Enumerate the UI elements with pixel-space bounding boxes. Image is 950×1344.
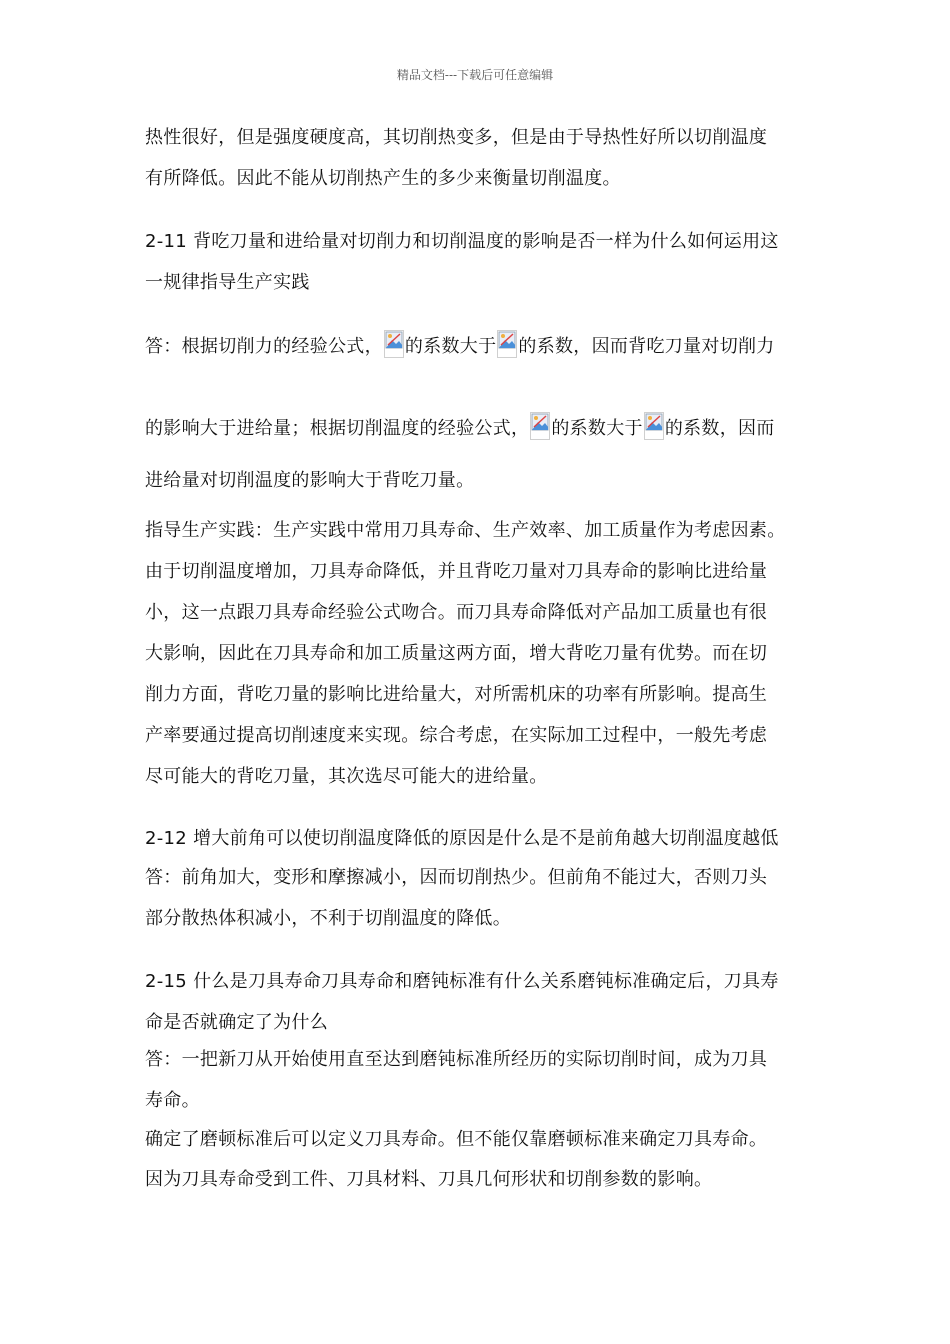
text-line: 命是否就确定了为什么 [145,1012,328,1033]
text-line: 部分散热体积减小，不利于切削温度的降低。 [145,908,511,929]
text-segment: 的影响大于进给量；根据切削温度的经验公式， [145,418,530,439]
question-2-12-line: 2-12 增大前角可以使切削温度降低的原因是什么是不是前角越大切削温度越低 [145,828,779,849]
text-segment: 的系数，因而 [664,418,775,439]
text-segment: 答：根据切削力的经验公式， [145,336,383,357]
text-line: 有所降低。因此不能从切削热产生的多少来衡量切削温度。 [145,168,621,189]
answer-line-formula [145,412,775,442]
text-segment: 的系数大于 [551,418,643,439]
text-line: 热性很好，但是强度硬度高，其切削热变多，但是由于导热性好所以切削温度 [145,127,768,148]
text-line: 尽可能大的背吃刀量，其次选尽可能大的进给量。 [145,766,548,787]
page-header: 精品文档---下载后可任意编辑 [396,68,554,82]
formula-image-icon [530,412,550,440]
formula-image-icon [384,330,404,358]
question-2-15-line: 2-15 什么是刀具寿命刀具寿命和磨钝标准有什么关系磨钝标准确定后，刀具寿 [145,971,779,992]
text-line: 确定了磨顿标准后可以定义刀具寿命。但不能仅靠磨顿标准来确定刀具寿命。 [145,1129,768,1150]
text-line: 指导生产实践：生产实践中常用刀具寿命、生产效率、加工质量作为考虑因素。 [145,520,786,541]
text-line: 大影响，因此在刀具寿命和加工质量这两方面，增大背吃刀量有优势。而在切 [145,643,768,664]
text-line: 寿命。 [145,1090,200,1111]
text-line: 答：前角加大，变形和摩擦减小，因而切削热少。但前角不能过大，否则刀头 [145,867,768,888]
text-line: 小，这一点跟刀具寿命经验公式吻合。而刀具寿命降低对产品加工质量也有很 [145,602,768,623]
formula-image-icon [497,330,517,358]
text-segment: 的系数，因而背吃刀量对切削力 [518,336,775,357]
text-line: 答：一把新刀从开始使用直至达到磨钝标准所经历的实际切削时间，成为刀具 [145,1049,768,1070]
formula-image-icon [644,412,664,440]
answer-line-formula [145,330,775,360]
text-line: 一规律指导生产实践 [145,272,310,293]
text-line: 进给量对切削温度的影响大于背吃刀量。 [145,470,475,491]
text-line: 由于切削温度增加，刀具寿命降低，并且背吃刀量对刀具寿命的影响比进给量 [145,561,768,582]
text-line: 因为刀具寿命受到工件、刀具材料、刀具几何形状和切削参数的影响。 [145,1169,713,1190]
text-line: 削力方面，背吃刀量的影响比进给量大，对所需机床的功率有所影响。提高生 [145,684,768,705]
text-segment: 的系数大于 [404,336,497,357]
text-line: 产率要通过提高切削速度来实现。综合考虑，在实际加工过程中，一般先考虑 [145,725,768,746]
question-2-11-line: 2-11 背吃刀量和进给量对切削力和切削温度的影响是否一样为什么如何运用这 [145,231,779,252]
